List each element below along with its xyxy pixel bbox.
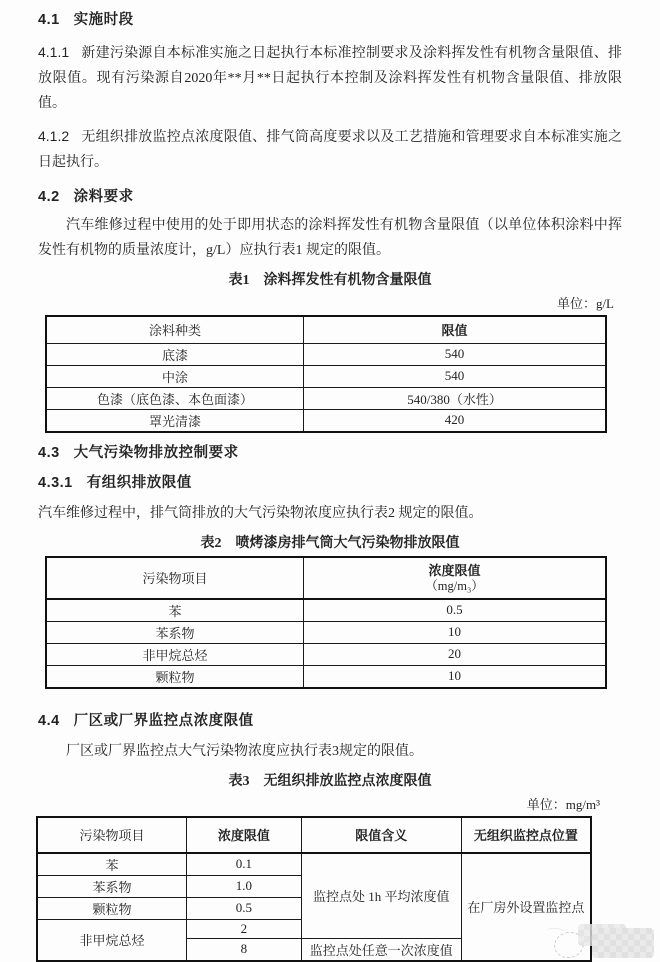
- table3-unit-label: 单位：mg/m³: [526, 796, 600, 812]
- section-title: 有组织排放限值: [86, 474, 192, 491]
- table-row: [46, 387, 606, 409]
- table-cell: 10: [304, 621, 606, 643]
- section-number: 4.4: [38, 712, 60, 729]
- heading-4-3-1: [38, 473, 622, 493]
- section-title: 涂料要求: [73, 189, 134, 205]
- table2-caption: 表2 喷烤漆房排气筒大气污染物排放限值: [200, 535, 460, 551]
- table-cell: 罩光清漆: [46, 409, 304, 432]
- section-number: 4.3.1: [38, 474, 73, 491]
- section-number: 4.2: [38, 189, 60, 205]
- table-cell: 8: [187, 938, 302, 961]
- censor-mosaic: [592, 928, 654, 958]
- paragraph-4-3-1: 汽车维修过程中，排气筒排放的大气污染物浓度应执行表2 规定的限值。: [38, 505, 483, 521]
- table-cell: 0.5: [304, 599, 606, 622]
- table-cell: 颗粒物: [46, 665, 304, 688]
- clause-text: 无组织排放监控点浓度限值、排气筒高度要求以及工艺措施和管理要求自本标准实施之日起执行。: [38, 130, 622, 170]
- table1-caption: 表1 涂料挥发性有机物含量限值: [228, 273, 432, 288]
- table-cell: 1.0: [187, 875, 302, 897]
- table-cell: 中涂: [46, 365, 304, 387]
- table-cell: 苯: [46, 599, 304, 622]
- clause-text: 新建污染源自本标准实施之日起执行本标准控制要求及涂料挥发性有机物含量限值、排放限值。现有污染源自2020年**月**日起执行本控制及涂料挥发性有机物含量限值、排放限值。: [38, 46, 622, 111]
- table-header-row: [37, 817, 591, 853]
- table-header-row: [46, 316, 606, 343]
- table-cell-monitoring-location: [461, 853, 591, 961]
- table-cell-meaning-once: 监控点处任意一次浓度值: [301, 938, 461, 961]
- table-row: [46, 343, 606, 365]
- column-header: [304, 557, 606, 599]
- table-cell: 0.5: [187, 897, 302, 919]
- table-cell: 20: [304, 643, 606, 665]
- clause-4-1-2: [38, 124, 622, 175]
- table-row: [46, 365, 606, 387]
- table-coating-voc-limits: [45, 315, 607, 433]
- heading-4-2: [38, 187, 622, 207]
- table-cell: 540/380（水性）: [304, 387, 606, 409]
- clause-4-1-1: [38, 40, 622, 116]
- table-cell-meaning-average: 监控点处 1h 平均浓度值: [301, 853, 461, 939]
- table-cell: 540: [304, 365, 606, 387]
- column-header: 涂料种类: [46, 316, 304, 343]
- heading-4-1: [38, 10, 622, 30]
- section-title: 实施时段: [73, 12, 134, 28]
- table-row: [46, 621, 606, 643]
- stamp-marks-icon: [545, 926, 566, 939]
- column-header: 浓度限值: [187, 817, 302, 853]
- table-cell: 苯系物: [37, 875, 187, 897]
- table-fugitive-emission-limits: [36, 816, 592, 962]
- table-cell: 色漆（底色漆、本色面漆）: [46, 387, 304, 409]
- table-cell: 苯: [37, 853, 187, 876]
- table-cell: 10: [304, 665, 606, 688]
- section-title: 厂区或厂界监控点浓度限值: [73, 712, 254, 729]
- paragraph-4-4: 厂区或厂界监控点大气污染物浓度应执行表3规定的限值。: [66, 743, 423, 759]
- table-row: [46, 409, 606, 432]
- section-number: 4.3: [38, 444, 60, 461]
- table-row: [37, 853, 591, 876]
- column-header: 污染物项目: [46, 557, 304, 599]
- table1-unit-label: 单位：g/L: [556, 296, 614, 311]
- column-header: 污染物项目: [37, 817, 187, 853]
- clause-number: 4.1.2: [38, 128, 70, 144]
- section-title: 大气污染物排放控制要求: [73, 444, 239, 461]
- table-row: [46, 643, 606, 665]
- heading-4-3: [38, 443, 622, 463]
- table-stack-emission-limits: [45, 556, 607, 689]
- column-header: 无组织监控点位置: [461, 817, 591, 853]
- section-number: 4.1: [38, 12, 60, 28]
- table-cell: 底漆: [46, 343, 304, 365]
- clause-number: 4.1.1: [38, 44, 70, 60]
- table-cell: 540: [304, 343, 606, 365]
- table-row: [46, 665, 606, 688]
- table-cell: 0.1: [187, 853, 302, 876]
- table-cell: 颗粒物: [37, 897, 187, 919]
- table-cell: 非甲烷总烃: [46, 643, 304, 665]
- table-row: [46, 599, 606, 622]
- column-header-title: 浓度限值: [428, 562, 481, 578]
- table-cell: 非甲烷总烃: [37, 919, 187, 961]
- monitoring-location-text: 在厂房外设置监控点: [467, 900, 585, 915]
- column-header-unit: （mg/m₃）: [425, 578, 484, 593]
- heading-4-4: [38, 711, 622, 731]
- paragraph-4-2: 汽车维修过程中使用的处于即用状态的涂料挥发性有机物含量限值（以单位体积涂料中挥发性有机物的质量浓度计，g/L）应执行表1 规定的限值。: [38, 218, 622, 258]
- table3-caption: 表3 无组织排放监控点浓度限值: [228, 773, 432, 789]
- table-header-row: [46, 557, 606, 599]
- table-cell: 2: [187, 919, 302, 938]
- table-cell: 420: [304, 409, 606, 432]
- column-header: 限值含义: [301, 817, 461, 853]
- table-cell: 苯系物: [46, 621, 304, 643]
- column-header: 限值: [304, 316, 606, 343]
